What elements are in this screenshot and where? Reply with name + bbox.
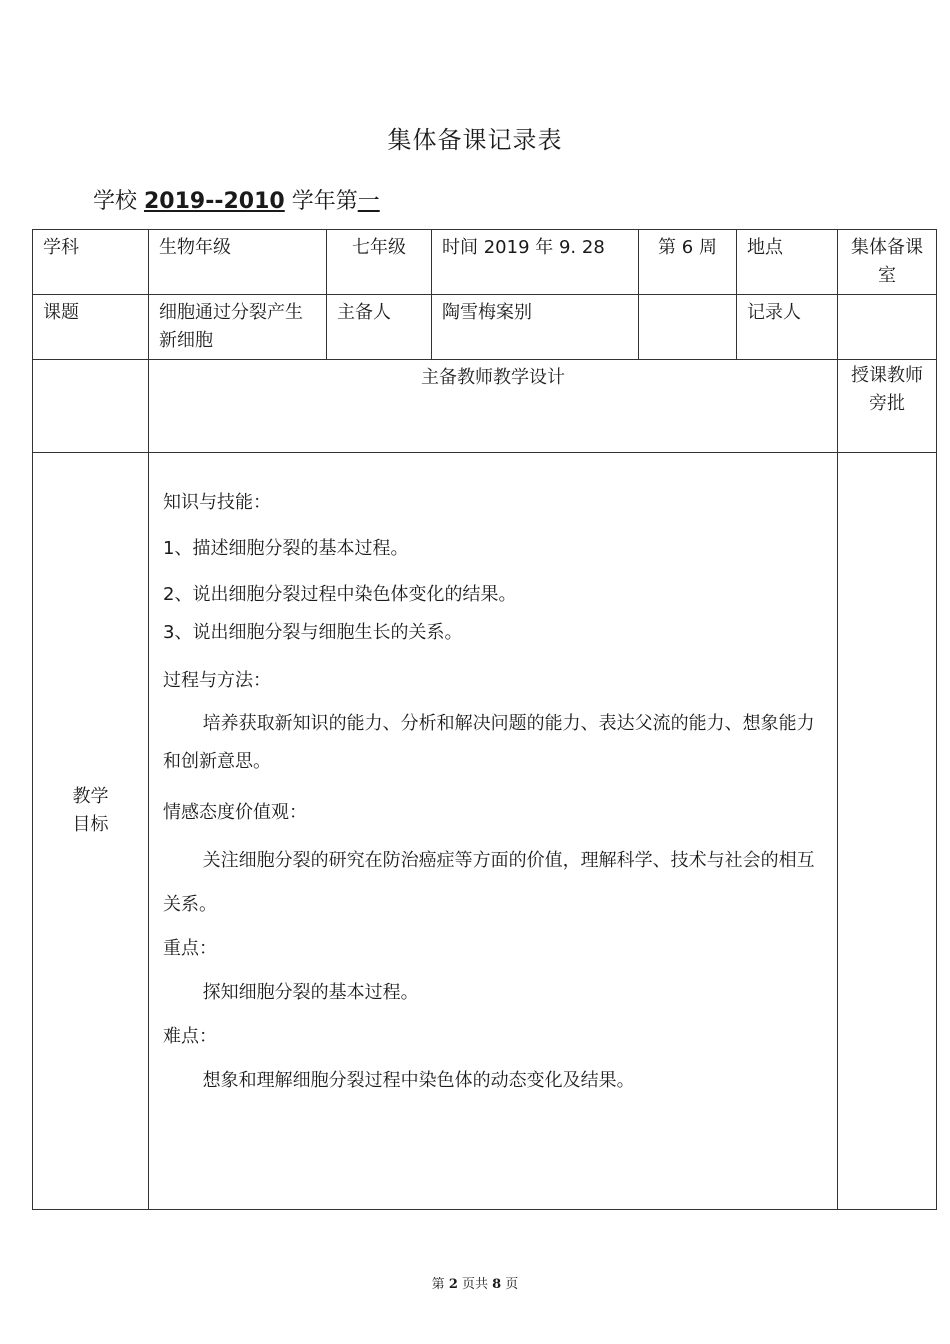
page-footer <box>0 1273 950 1292</box>
total-pages: 8 <box>492 1277 502 1292</box>
footer-text: 页共 <box>457 1277 493 1292</box>
school-year-mid: 学年第 <box>284 189 358 214</box>
week-value: 第 6 周 <box>639 230 737 295</box>
subject-value: 生物年级 <box>149 230 327 295</box>
difficult-heading: 难点： <box>163 1026 217 1047</box>
footer-text: 第 <box>431 1277 449 1292</box>
subject-label: 学科 <box>33 230 149 295</box>
objectives-content <box>149 453 838 1210</box>
objectives-label: 教学目标 <box>33 453 149 1210</box>
empty-cell <box>639 295 737 360</box>
school-years: 2019--2010 <box>144 189 285 214</box>
school-term: 一 <box>357 189 380 214</box>
empty-cell <box>33 360 149 453</box>
design-heading: 主备教师教学设计 <box>149 360 838 453</box>
page-title: 集体备课记录表 <box>387 126 563 154</box>
school-label: 学校 <box>93 189 144 214</box>
footer-text: 页 <box>501 1277 519 1292</box>
grade-value: 七年级 <box>327 230 432 295</box>
topic-label: 课题 <box>33 295 149 360</box>
emotion-heading: 情感态度价值观： <box>163 802 307 823</box>
time-value: 时间 2019 年 9. 28 <box>432 230 639 295</box>
annotation-cell <box>838 453 937 1210</box>
knowledge-item: 2、说出细胞分裂过程中染色体变化的结果。 <box>163 584 517 605</box>
process-text: 培养获取新知识的能力、分析和解决问题的能力、表达父流的能力、想象能力和创新意思。 <box>163 713 815 772</box>
knowledge-item: 1、描述细胞分裂的基本过程。 <box>163 538 409 559</box>
process-heading: 过程与方法： <box>163 670 271 691</box>
key-heading: 重点： <box>163 938 217 959</box>
recorder-value <box>838 295 937 360</box>
difficult-text: 想象和理解细胞分裂过程中染色体的动态变化及结果。 <box>202 1070 635 1091</box>
lead-teacher-value: 陶雪梅案别 <box>432 295 639 360</box>
lead-teacher-label: 主备人 <box>327 295 432 360</box>
place-value: 集体备课室 <box>838 230 937 295</box>
school-year-line <box>93 184 380 215</box>
topic-value: 细胞通过分裂产生新细胞 <box>149 295 327 360</box>
key-text: 探知细胞分裂的基本过程。 <box>202 982 419 1003</box>
place-label: 地点 <box>737 230 838 295</box>
current-page: 2 <box>448 1277 458 1292</box>
knowledge-heading: 知识与技能： <box>163 492 271 513</box>
recorder-label: 记录人 <box>737 295 838 360</box>
knowledge-item: 3、说出细胞分裂与细胞生长的关系。 <box>163 622 463 643</box>
emotion-text: 关注细胞分裂的研究在防治癌症等方面的价值，理解科学、技术与社会的相互关系。 <box>163 850 815 915</box>
lesson-record-table <box>32 229 937 1210</box>
annotation-heading: 授课教师旁批 <box>838 360 937 453</box>
